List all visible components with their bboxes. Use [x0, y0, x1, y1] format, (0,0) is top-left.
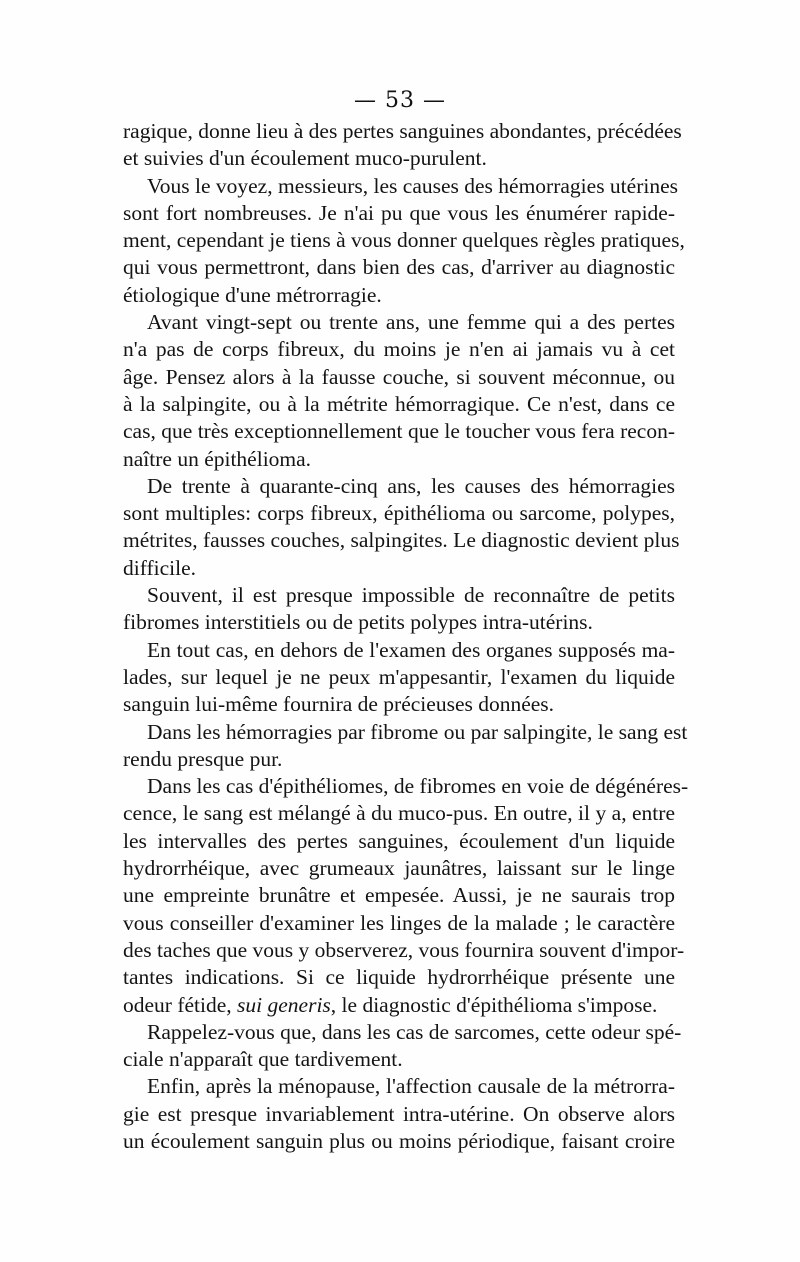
- text-line: difficile.: [123, 555, 197, 580]
- text-line: un écoulement sanguin plus ou moins périodique, faisant croire: [123, 1128, 675, 1153]
- text-line: à la salpingite, ou à la métrite hémorragique. Ce n'est, dans ce: [123, 391, 675, 416]
- text-line: naître un épithélioma.: [123, 446, 312, 471]
- text-line: cence, le sang est mélangé à du muco-pus. En outre, il y a, entre: [123, 801, 675, 826]
- text-line: Enfin, après la ménopause, l'affection causale de la métrorra-: [147, 1074, 675, 1099]
- text-line: Avant vingt-sept ou trente ans, une femme qui a des pertes: [147, 310, 675, 335]
- text-line: De trente à quarante-cinq ans, les causes des hémorragies: [147, 473, 675, 498]
- text-line: étiologique d'une métrorragie.: [123, 282, 382, 307]
- body-text: [123, 118, 689, 1155]
- text-line: odeur fétide, sui generis, le diagnostic d'épithélioma s'impose.: [123, 992, 658, 1017]
- text-line: Vous le voyez, messieurs, les causes des hémorragies utérines: [147, 173, 678, 198]
- text-line: n'a pas de corps fibreux, du moins je n'en ai jamais vu à cet: [123, 337, 675, 362]
- text-line: Dans les cas d'épithéliomes, de fibromes en voie de dégénéres-: [147, 774, 689, 799]
- text-line: Dans les hémorragies par fibrome ou par salpingite, le sang est: [147, 719, 688, 744]
- text-line: hydrorrhéique, avec grumeaux jaunâtres, laissant sur le linge: [123, 856, 675, 881]
- text-line: cas, que très exceptionnellement que le toucher vous fera recon-: [123, 419, 675, 444]
- text-line: des taches que vous y observerez, vous fournira souvent d'impor-: [123, 937, 685, 962]
- text-line: ciale n'apparaît que tardivement.: [123, 1047, 403, 1072]
- text-line: fibromes interstitiels ou de petits polypes intra-utérins.: [123, 610, 593, 635]
- text-line: rendu presque pur.: [123, 746, 283, 771]
- text-line: sanguin lui-même fournira de précieuses données.: [123, 692, 555, 717]
- text-line: vous conseiller d'examiner les linges de la malade ; le caractère: [123, 910, 675, 935]
- text-line: une empreinte brunâtre et empesée. Aussi, je ne saurais trop: [123, 883, 675, 908]
- text-line: les intervalles des pertes sanguines, écoulement d'un liquide: [123, 828, 675, 853]
- text-line: âge. Pensez alors à la fausse couche, si souvent méconnue, ou: [123, 364, 675, 389]
- text-line: lades, sur lequel je ne peux m'appesantir, l'examen du liquide: [123, 664, 675, 689]
- text-line: et suivies d'un écoulement muco-purulent.: [123, 146, 487, 171]
- text-line: Rappelez-vous que, dans les cas de sarcomes, cette odeur spé-: [147, 1019, 682, 1044]
- italic-phrase: sui generis: [237, 992, 331, 1017]
- text-line: En tout cas, en dehors de l'examen des organes supposés ma-: [147, 637, 675, 662]
- text-line: gie est presque invariablement intra-utérine. On observe alors: [123, 1101, 675, 1126]
- text-line: tantes indications. Si ce liquide hydrorrhéique présente une: [123, 965, 675, 990]
- text-line: ragique, donne lieu à des pertes sanguines abondantes, précédées: [123, 119, 682, 143]
- text-line: Souvent, il est presque impossible de reconnaître de petits: [147, 583, 675, 608]
- text-line: métrites, fausses couches, salpingites. Le diagnostic devient plus: [123, 528, 680, 553]
- page-number: — 53 —: [354, 88, 446, 113]
- text-line: sont fort nombreuses. Je n'ai pu que vous les énumérer rapide-: [123, 200, 675, 225]
- text-line: ment, cependant je tiens à vous donner quelques règles pratiques,: [123, 228, 685, 253]
- text-line: sont multiples: corps fibreux, épithélioma ou sarcome, polypes,: [123, 501, 675, 526]
- text-line: qui vous permettront, dans bien des cas, d'arriver au diagnostic: [123, 255, 675, 280]
